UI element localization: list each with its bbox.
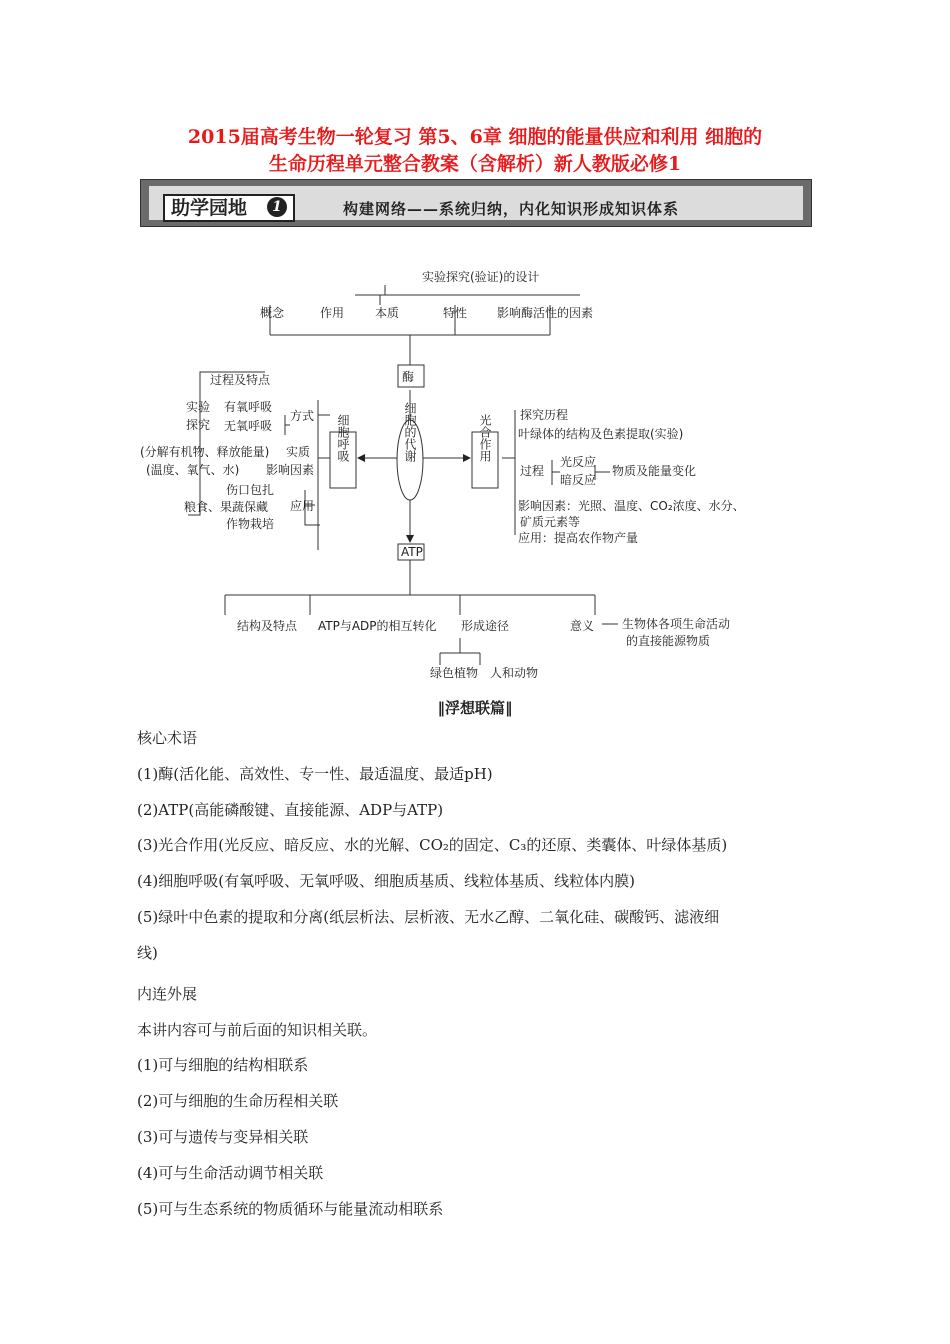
resp-essence: 实质: [286, 445, 311, 459]
paragraph: (2)可与细胞的生命历程相关联: [137, 1092, 339, 1110]
center-label: 细胞的代谢: [403, 402, 417, 462]
photo-process: 过程: [520, 464, 545, 478]
photo-dark: 暗反应: [560, 473, 597, 487]
paragraph: 本讲内容可与前后面的知识相关联。: [137, 1021, 378, 1039]
resp-app-2: 粮食、果蔬保藏: [184, 500, 269, 514]
photo-history: 探究历程: [520, 408, 569, 422]
atp-label: ATP: [401, 545, 423, 559]
resp-factor: 影响因素: [266, 463, 315, 477]
atp-structure: 结构及特点: [237, 619, 298, 633]
photo-light: 光反应: [560, 455, 597, 469]
enzyme-label: 酶: [402, 370, 415, 384]
banner-slogan: 构建网络——系统归纳，内化知识形成知识体系: [343, 200, 680, 218]
paragraph: (5)绿叶中色素的提取和分离(纸层析法、层析液、无水乙醇、二氧化硅、碳酸钙、滤液细: [137, 908, 720, 926]
paragraph: (4)可与生命活动调节相关联: [137, 1164, 324, 1182]
resp-essence-desc: (分解有机物、释放能量): [140, 445, 270, 459]
paragraph: (1)酶(活化能、高效性、专一性、最适温度、最适pH): [137, 765, 493, 783]
banner-inner: [149, 186, 803, 220]
enzyme-item-concept: 概念: [260, 306, 285, 320]
resp-exp-2: 探究: [186, 418, 211, 432]
paragraph: 核心术语: [137, 729, 198, 747]
paragraph: (3)光合作用(光反应、暗反应、水的光解、CO₂的固定、C₃的还原、类囊体、叶绿体基质): [137, 836, 728, 854]
atp-animal: 人和动物: [490, 666, 539, 680]
paragraph: (2)ATP(高能磷酸键、直接能源、ADP与ATP): [137, 801, 444, 819]
badge-number: 1: [267, 197, 287, 217]
atp-meaning: 意义: [570, 619, 595, 633]
atp-path: 形成途径: [461, 619, 510, 633]
photo-factor-2: 矿质元素等: [520, 515, 581, 529]
paragraph: 线): [137, 944, 158, 962]
respiration-label: 细胞呼吸: [336, 414, 350, 462]
document-title-line1: 2015届高考生物一轮复习 第5、6章 细胞的能量供应和利用 细胞的: [187, 126, 763, 148]
resp-app-1: 伤口包扎: [226, 483, 275, 497]
resp-factor-desc: (温度、氧气、水): [146, 463, 240, 477]
photo-factor-1: 影响因素：光照、温度、CO₂浓度、水分、: [518, 499, 745, 513]
paragraph: (1)可与细胞的结构相联系: [137, 1056, 309, 1074]
atp-meaning-desc-1: 生物体各项生命活动: [622, 617, 731, 631]
resp-app: 应用: [290, 499, 315, 513]
photo-structure: 叶绿体的结构及色素提取(实验): [518, 427, 684, 441]
atp-meaning-desc-2: 的直接能源物质: [626, 634, 711, 648]
resp-mode: 方式: [290, 409, 315, 423]
enzyme-experiment-label: 实验探究(验证)的设计: [422, 270, 540, 284]
banner-badge: [163, 194, 295, 222]
atp-convert: ATP与ADP的相互转化: [318, 619, 437, 633]
concept-map: [140, 260, 790, 685]
enzyme-item-trait: 特性: [443, 306, 468, 320]
photo-change: 物质及能量变化: [612, 464, 697, 478]
enzyme-item-essence: 本质: [375, 306, 400, 320]
resp-exp-1: 实验: [186, 400, 211, 414]
paragraph: 内连外展: [137, 985, 198, 1003]
paragraph: (3)可与遗传与变异相关联: [137, 1128, 309, 1146]
document-title-line2: 生命历程单元整合教案（含解析）新人教版必修1: [268, 153, 682, 175]
resp-anaerobic: 无氧呼吸: [224, 419, 273, 433]
photo-app: 应用：提高农作物产量: [518, 531, 639, 545]
paragraph: (4)细胞呼吸(有氧呼吸、无氧呼吸、细胞质基质、线粒体基质、线粒体内膜): [137, 872, 635, 890]
enzyme-item-function: 作用: [320, 306, 345, 320]
section-banner: [140, 179, 812, 227]
photo-label: 光合作用: [478, 414, 492, 462]
enzyme-item-factors: 影响酶活性的因素: [497, 306, 594, 320]
badge-label: 助学园地: [171, 197, 248, 219]
resp-aerobic: 有氧呼吸: [224, 400, 273, 414]
section-subtitle: ‖浮想联篇‖: [437, 699, 513, 717]
resp-process: 过程及特点: [210, 373, 271, 387]
paragraph: (5)可与生态系统的物质循环与能量流动相联系: [137, 1200, 444, 1218]
resp-app-3: 作物栽培: [226, 517, 275, 531]
atp-plant: 绿色植物: [430, 666, 479, 680]
